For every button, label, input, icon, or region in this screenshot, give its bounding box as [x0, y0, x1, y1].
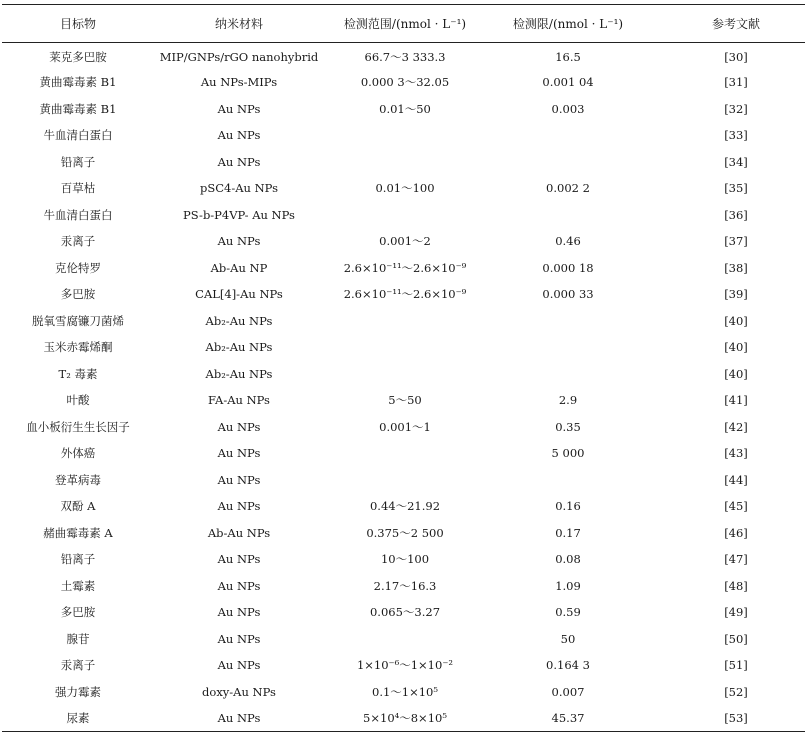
- cell-material: Au NPs: [217, 128, 261, 143]
- cell-target: 牛血清白蛋白: [43, 128, 113, 143]
- cell-target: 尿素: [2, 705, 154, 732]
- cell-range: 0.375～2 500: [366, 525, 444, 540]
- cell-ref: [48]: [724, 578, 748, 593]
- cell-limit: [486, 149, 650, 176]
- cell-ref: [44]: [724, 472, 748, 487]
- cell-target: 双酚 A: [60, 499, 96, 514]
- header-range: 检测范围/(nmol · L⁻¹): [324, 5, 486, 43]
- cell-target: T₂ 毒素: [58, 366, 98, 381]
- cell-target: 黄曲霉毒素 B1: [39, 75, 117, 90]
- table-row: [2, 281, 805, 308]
- cell-range: [324, 334, 486, 361]
- cell-limit: 0.002 2: [546, 181, 590, 196]
- cell-ref: [42]: [724, 419, 748, 434]
- cell-material: Au NPs: [154, 705, 324, 732]
- cell-range: 0.01～50: [379, 101, 431, 116]
- cell-range: 0.44～21.92: [369, 499, 441, 514]
- cell-material: Au NPs: [217, 419, 261, 434]
- header-row: [2, 5, 805, 43]
- table-row: [2, 493, 805, 520]
- cell-ref: [40]: [724, 366, 748, 381]
- cell-target: 强力霉素: [55, 684, 101, 699]
- table-row: [2, 705, 805, 732]
- cell-ref: [40]: [724, 313, 748, 328]
- cell-ref: [40]: [724, 340, 748, 355]
- table-row: [2, 308, 805, 335]
- table-row: [2, 573, 805, 600]
- cell-range: [324, 361, 486, 388]
- table-row: [2, 414, 805, 441]
- cell-range: [324, 626, 486, 653]
- cell-limit: 0.001 04: [542, 75, 594, 90]
- cell-material: MIP/GNPs/rGO nanohybrid: [159, 50, 319, 64]
- cell-limit: 0.35: [555, 419, 581, 434]
- cell-target: 叶酸: [66, 393, 90, 408]
- cell-ref: [50]: [724, 631, 748, 646]
- cell-material: Au NPs: [217, 658, 261, 673]
- cell-limit: 0.08: [555, 552, 581, 567]
- cell-range: [324, 149, 486, 176]
- cell-ref: [47]: [724, 552, 748, 567]
- header-limit: 检测限/(nmol · L⁻¹): [486, 5, 650, 43]
- cell-ref: [53]: [650, 705, 805, 732]
- table-row: [2, 361, 805, 388]
- table-row: [2, 228, 805, 255]
- cell-limit: 0.59: [555, 605, 581, 620]
- cell-target: 黄曲霉毒素 B1: [39, 101, 117, 116]
- cell-material: pSC4-Au NPs: [199, 181, 278, 196]
- cell-material: Au NPs: [217, 472, 261, 487]
- cell-ref: [32]: [724, 101, 748, 116]
- cell-limit: 50: [560, 631, 576, 646]
- cell-ref: [30]: [724, 50, 748, 64]
- cell-target: 多巴胺: [60, 287, 96, 302]
- cell-target: 铅离子: [60, 154, 96, 169]
- cell-material: Au NPs: [217, 234, 261, 249]
- table-row: [2, 440, 805, 467]
- cell-target: 玉米赤霉烯酮: [43, 340, 113, 355]
- table-row: [2, 599, 805, 626]
- cell-range: 66.7～3 333.3: [364, 50, 446, 64]
- cell-ref: [52]: [724, 684, 748, 699]
- cell-ref: [41]: [724, 393, 748, 408]
- table-row: [2, 69, 805, 96]
- cell-range: [324, 308, 486, 335]
- table-row: [2, 202, 805, 229]
- cell-material: PS-b-P4VP- Au NPs: [183, 207, 295, 222]
- header-target: 目标物: [2, 5, 154, 43]
- cell-range: [324, 122, 486, 149]
- cell-range: [324, 467, 486, 494]
- cell-range: 0.001～2: [379, 234, 431, 249]
- cell-target: 汞离子: [60, 234, 96, 249]
- cell-target: 血小板衍生生长因子: [26, 419, 130, 434]
- cell-material: Ab₂-Au NPs: [205, 340, 273, 355]
- cell-target: 铅离子: [60, 552, 96, 567]
- cell-target: 多巴胺: [60, 605, 96, 620]
- cell-ref: [43]: [724, 446, 748, 461]
- cell-material: Au NPs: [217, 631, 261, 646]
- cell-material: Au NPs: [217, 578, 261, 593]
- cell-limit: 0.16: [555, 499, 581, 514]
- cell-range: [324, 440, 486, 467]
- cell-limit: 16.5: [555, 50, 581, 64]
- table-row: [2, 255, 805, 282]
- cell-target: 牛血清白蛋白: [43, 207, 113, 222]
- cell-range: 0.065～3.27: [369, 605, 441, 620]
- cell-limit: 0.000 18: [542, 260, 594, 275]
- table-row: [2, 43, 805, 70]
- cell-limit: [486, 467, 650, 494]
- cell-range: 2.17～16.3: [373, 578, 437, 593]
- cell-ref: [49]: [724, 605, 748, 620]
- cell-ref: [39]: [724, 287, 748, 302]
- table-row: [2, 387, 805, 414]
- cell-range: 1×10⁻⁶～1×10⁻²: [356, 658, 454, 673]
- cell-ref: [34]: [724, 154, 748, 169]
- table-body: [2, 43, 805, 732]
- table-row: [2, 626, 805, 653]
- cell-range: 2.6×10⁻¹¹～2.6×10⁻⁹: [343, 287, 467, 302]
- cell-target: 百草枯: [60, 181, 96, 196]
- cell-limit: 1.09: [555, 578, 581, 593]
- cell-material: Ab₂-Au NPs: [205, 366, 273, 381]
- cell-material: doxy-Au NPs: [202, 684, 276, 699]
- cell-range: 0.01～100: [375, 181, 435, 196]
- cell-material: Au NPs: [217, 499, 261, 514]
- cell-ref: [46]: [724, 525, 748, 540]
- cell-ref: [37]: [724, 234, 748, 249]
- cell-limit: [486, 361, 650, 388]
- table-row: [2, 149, 805, 176]
- cell-material: Ab-Au NP: [210, 260, 268, 275]
- cell-target: 汞离子: [60, 658, 96, 673]
- cell-range: 0.1～1×10⁵: [372, 684, 438, 699]
- cell-ref: [35]: [724, 181, 748, 196]
- table-row: [2, 679, 805, 706]
- cell-range: [324, 202, 486, 229]
- cell-limit: [486, 308, 650, 335]
- cell-limit: [486, 202, 650, 229]
- cell-limit: 5 000: [551, 446, 585, 461]
- cell-limit: 0.007: [551, 684, 585, 699]
- cell-limit: [486, 122, 650, 149]
- cell-material: Ab₂-Au NPs: [205, 313, 273, 328]
- cell-range: 5～50: [388, 393, 422, 408]
- table-row: [2, 96, 805, 123]
- cell-material: Au NPs-MIPs: [200, 75, 278, 90]
- cell-material: CAL[4]-Au NPs: [195, 287, 283, 302]
- cell-limit: 0.000 33: [542, 287, 594, 302]
- cell-range: 0.001～1: [379, 419, 431, 434]
- header-material: 纳米材料: [154, 5, 324, 43]
- cell-limit: 0.164 3: [546, 658, 590, 673]
- cell-target: 脱氧雪腐镰刀菌烯: [32, 313, 124, 328]
- cell-limit: 0.17: [555, 525, 581, 540]
- table-row: [2, 334, 805, 361]
- cell-ref: [51]: [724, 658, 748, 673]
- cell-range: 0.000 3～32.05: [360, 75, 450, 90]
- cell-material: Ab-Au NPs: [207, 525, 271, 540]
- cell-target: 腺苷: [66, 631, 90, 646]
- cell-material: Au NPs: [217, 552, 261, 567]
- table-row: [2, 652, 805, 679]
- data-table: [2, 4, 805, 732]
- cell-target: 登革病毒: [55, 472, 101, 487]
- cell-material: Au NPs: [217, 101, 261, 116]
- table-row: [2, 175, 805, 202]
- table-row: [2, 520, 805, 547]
- table-row: [2, 122, 805, 149]
- cell-limit: [486, 334, 650, 361]
- cell-target: 克伦特罗: [55, 260, 101, 275]
- cell-material: Au NPs: [217, 605, 261, 620]
- table-row: [2, 546, 805, 573]
- cell-ref: [45]: [724, 499, 748, 514]
- cell-target: 莱克多巴胺: [49, 50, 107, 64]
- cell-range: 5×10⁴～8×10⁵: [324, 705, 486, 732]
- cell-limit: 45.37: [486, 705, 650, 732]
- table-row: [2, 467, 805, 494]
- cell-target: 土霉素: [60, 578, 96, 593]
- cell-target: 赭曲霉毒素 A: [43, 525, 113, 540]
- cell-range: 2.6×10⁻¹¹～2.6×10⁻⁹: [343, 260, 467, 275]
- cell-limit: 0.003: [551, 101, 585, 116]
- cell-target: 外体癌: [60, 446, 96, 461]
- cell-ref: [31]: [724, 75, 748, 90]
- cell-range: 10～100: [380, 552, 430, 567]
- cell-ref: [33]: [724, 128, 748, 143]
- cell-material: FA-Au NPs: [208, 393, 270, 408]
- cell-material: Au NPs: [217, 154, 261, 169]
- cell-material: Au NPs: [217, 446, 261, 461]
- cell-ref: [38]: [724, 260, 748, 275]
- cell-ref: [36]: [724, 207, 748, 222]
- cell-limit: 0.46: [555, 234, 581, 249]
- header-ref: 参考文献: [650, 5, 805, 43]
- cell-limit: 2.9: [558, 393, 578, 408]
